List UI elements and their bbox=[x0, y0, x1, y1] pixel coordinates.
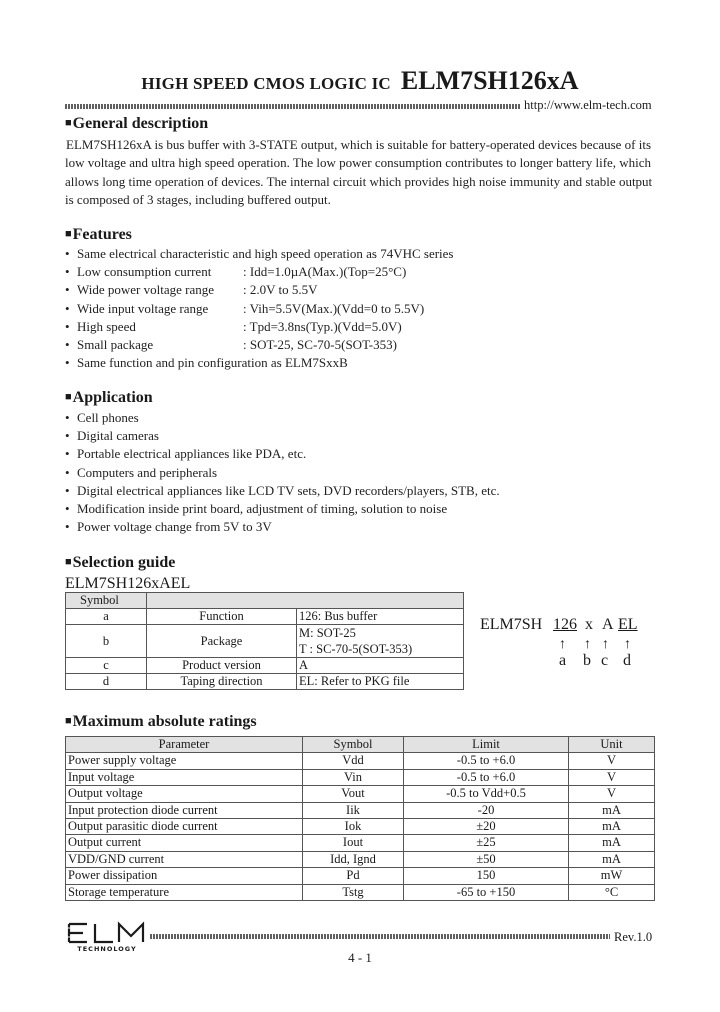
table-row bbox=[66, 737, 655, 753]
table-row bbox=[66, 753, 655, 769]
features-list bbox=[65, 245, 665, 372]
table-cell: -0.5 to Vdd+0.5 bbox=[404, 786, 569, 802]
bullet-icon: • bbox=[65, 428, 70, 444]
list-item: • Portable electrical appliances like PDA, etc. bbox=[65, 445, 665, 463]
table-cell: mA bbox=[569, 819, 655, 835]
table-row bbox=[66, 868, 655, 884]
table-cell: -0.5 to +6.0 bbox=[404, 753, 569, 769]
table-cell: Storage temperature bbox=[66, 884, 303, 900]
square-bullet-icon: ■ bbox=[65, 715, 72, 727]
bullet-icon: • bbox=[65, 500, 70, 516]
table-cell: Power dissipation bbox=[66, 868, 303, 884]
section-title-features: ■Features bbox=[65, 226, 132, 243]
list-item: • Same function and pin configuration as ELM7SxxB bbox=[65, 354, 665, 372]
selection-guide-table bbox=[65, 592, 464, 690]
table-cell: V bbox=[569, 753, 655, 769]
table-row bbox=[66, 884, 655, 900]
table-cell: ±25 bbox=[404, 835, 569, 851]
title-subtitle: HIGH SPEED CMOS LOGIC IC bbox=[141, 74, 391, 93]
table-cell: °C bbox=[569, 884, 655, 900]
table-cell: V bbox=[569, 769, 655, 785]
list-item: • Digital electrical appliances like LCD TV sets, DVD recorders/players, STB, etc. bbox=[65, 482, 665, 500]
table-cell: b bbox=[66, 625, 147, 658]
column-header-parameter: Parameter bbox=[66, 737, 303, 753]
list-item: • Power voltage change from 5V to 3V bbox=[65, 518, 665, 536]
table-cell: -0.5 to +6.0 bbox=[404, 769, 569, 785]
selection-part-code: ELM7SH126xAEL bbox=[65, 575, 191, 592]
column-header-unit: Unit bbox=[569, 737, 655, 753]
table-row bbox=[66, 674, 464, 690]
bullet-icon: • bbox=[65, 300, 70, 316]
section-title-general: ■General description bbox=[65, 115, 209, 132]
square-bullet-icon: ■ bbox=[65, 228, 72, 240]
bullet-icon: • bbox=[65, 446, 70, 462]
table-cell: Taping direction bbox=[147, 674, 297, 690]
list-item: • Small package : SOT-25, SC-70-5(SOT-353) bbox=[65, 336, 665, 354]
list-item: • Wide power voltage range : 2.0V to 5.5V bbox=[65, 281, 665, 299]
table-cell: Power supply voltage bbox=[66, 753, 303, 769]
list-item: • Computers and peripherals bbox=[65, 464, 665, 482]
part-number-breakdown-diagram bbox=[480, 614, 660, 674]
table-cell: VDD/GND current bbox=[66, 851, 303, 867]
arrow-up-icon: ↑ bbox=[584, 637, 591, 652]
list-item: • Low consumption current : Idd=1.0µA(Max.)(Top=25°C) bbox=[65, 263, 665, 281]
table-cell: Output parasitic diode current bbox=[66, 819, 303, 835]
diagram-code-d: EL bbox=[618, 616, 638, 633]
diagram-prefix: ELM7SH bbox=[480, 616, 543, 633]
table-row bbox=[66, 819, 655, 835]
title-part-number: ELM7SH126xA bbox=[400, 66, 579, 95]
table-cell: -20 bbox=[404, 802, 569, 818]
table-cell: mA bbox=[569, 802, 655, 818]
table-cell: Iik bbox=[303, 802, 404, 818]
application-list bbox=[65, 409, 665, 536]
bullet-icon: • bbox=[65, 519, 70, 535]
table-cell: Tstg bbox=[303, 884, 404, 900]
table-cell: mW bbox=[569, 868, 655, 884]
table-row bbox=[66, 802, 655, 818]
logo-letter-m bbox=[119, 924, 143, 942]
max-ratings-table bbox=[65, 736, 655, 901]
table-cell: Output current bbox=[66, 835, 303, 851]
list-item: • High speed : Tpd=3.8ns(Typ.)(Vdd=5.0V) bbox=[65, 318, 665, 336]
table-row bbox=[66, 769, 655, 785]
bullet-icon: • bbox=[65, 282, 70, 298]
table-cell: -65 to +150 bbox=[404, 884, 569, 900]
table-cell: a bbox=[66, 609, 147, 625]
logo-letter-e bbox=[69, 924, 87, 942]
table-cell: c bbox=[66, 658, 147, 674]
table-cell: Function bbox=[147, 609, 297, 625]
table-row bbox=[66, 835, 655, 851]
list-item: • Wide input voltage range : Vih=5.5V(Max.)(Vdd=0 to 5.5V) bbox=[65, 300, 665, 318]
square-bullet-icon: ■ bbox=[65, 556, 72, 568]
elm-technology-logo bbox=[65, 918, 149, 952]
list-item: • Digital cameras bbox=[65, 427, 665, 445]
diagram-label-c: c bbox=[601, 652, 609, 669]
table-cell: Vdd bbox=[303, 753, 404, 769]
table-cell: Iok bbox=[303, 819, 404, 835]
bullet-icon: • bbox=[65, 482, 70, 498]
arrow-up-icon: ↑ bbox=[602, 637, 609, 652]
list-item: • Modification inside print board, adjustment of timing, solution to noise bbox=[65, 500, 665, 518]
bullet-icon: • bbox=[65, 246, 70, 261]
table-row bbox=[66, 593, 464, 609]
table-cell: M: SOT-25 T : SC-70-5(SOT-353) bbox=[297, 625, 464, 658]
table-cell: Package bbox=[147, 625, 297, 658]
table-cell: Output voltage bbox=[66, 786, 303, 802]
table-row bbox=[66, 625, 464, 658]
table-row bbox=[66, 609, 464, 625]
column-header-symbol: Symbol bbox=[303, 737, 404, 753]
table-header-symbol: Symbol bbox=[66, 593, 147, 609]
table-cell: Pd bbox=[303, 868, 404, 884]
table-cell: Iout bbox=[303, 835, 404, 851]
table-cell: ±50 bbox=[404, 851, 569, 867]
arrow-up-icon: ↑ bbox=[624, 637, 631, 652]
section-title-application: ■Application bbox=[65, 389, 153, 406]
diagram-code-c: A bbox=[602, 616, 614, 633]
diagram-label-b: b bbox=[583, 652, 591, 669]
section-title-ratings: ■Maximum absolute ratings bbox=[65, 713, 257, 730]
table-cell: V bbox=[569, 786, 655, 802]
logo-letter-l bbox=[95, 924, 113, 942]
diagram-label-a: a bbox=[559, 652, 567, 669]
table-cell: mA bbox=[569, 851, 655, 867]
list-item: • Same electrical characteristic and high speed operation as 74VHC series bbox=[65, 245, 665, 263]
diagram-label-d: d bbox=[623, 652, 631, 669]
footer-dotted-rule bbox=[150, 934, 610, 939]
page-title bbox=[0, 66, 720, 96]
bullet-icon: • bbox=[65, 264, 70, 280]
section-title-selection: ■Selection guide bbox=[65, 554, 176, 571]
table-cell: Product version bbox=[147, 658, 297, 674]
diagram-code-b: x bbox=[585, 616, 593, 633]
table-cell: Input protection diode current bbox=[66, 802, 303, 818]
table-cell: A bbox=[297, 658, 464, 674]
table-row bbox=[66, 851, 655, 867]
table-cell: EL: Refer to PKG file bbox=[297, 674, 464, 690]
table-cell: Vin bbox=[303, 769, 404, 785]
bullet-icon: • bbox=[65, 355, 70, 371]
table-cell: Vout bbox=[303, 786, 404, 802]
table-cell: 150 bbox=[404, 868, 569, 884]
column-header-limit: Limit bbox=[404, 737, 569, 753]
table-cell: d bbox=[66, 674, 147, 690]
svg-text:TECHNOLOGY: TECHNOLOGY bbox=[77, 945, 137, 952]
general-description-text: ELM7SH126xA is bus buffer with 3-STATE output, which is suitable for battery-operated devices because of its low voltage and ultra high speed operation. The low power consumption contributes to longer battery life, which allows long time operation of devices. The internal circuit which provides high noise immunity and stable output is composed of 3 stages, including buffered output. bbox=[65, 137, 653, 208]
diagram-code-a: 126 bbox=[553, 616, 577, 633]
square-bullet-icon: ■ bbox=[65, 391, 72, 403]
list-item: • Cell phones bbox=[65, 409, 665, 427]
arrow-up-icon: ↑ bbox=[559, 637, 566, 652]
bullet-icon: • bbox=[65, 318, 70, 334]
revision-label: Rev.1.0 bbox=[614, 930, 653, 944]
table-cell: Input voltage bbox=[66, 769, 303, 785]
table-cell: 126: Bus buffer bbox=[297, 609, 464, 625]
header-dotted-rule bbox=[65, 104, 520, 109]
table-cell: ±20 bbox=[404, 819, 569, 835]
bullet-icon: • bbox=[65, 410, 70, 425]
table-cell: mA bbox=[569, 835, 655, 851]
square-bullet-icon: ■ bbox=[65, 117, 72, 129]
website-url[interactable]: http://www.elm-tech.com bbox=[524, 98, 652, 112]
table-row bbox=[66, 786, 655, 802]
bullet-icon: • bbox=[65, 464, 70, 480]
table-row bbox=[66, 658, 464, 674]
page-number: 4 - 1 bbox=[348, 950, 372, 965]
table-cell: Idd, Ignd bbox=[303, 851, 404, 867]
bullet-icon: • bbox=[65, 336, 70, 352]
